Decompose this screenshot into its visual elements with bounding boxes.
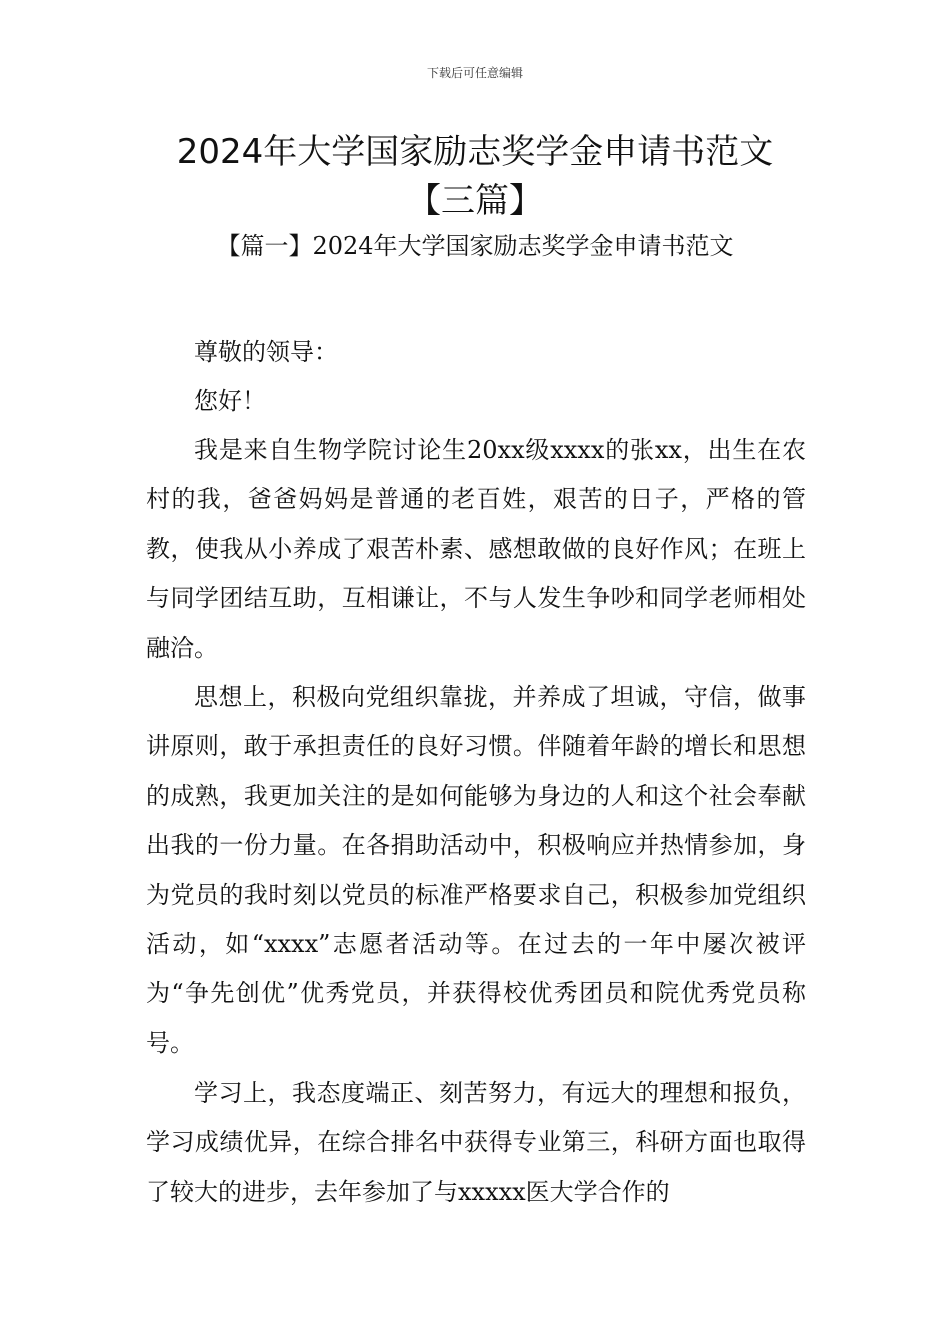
salutation: 尊敬的领导： [194,338,338,366]
paragraph-2: 思想上，积极向党组织靠拢，并养成了坦诚，守信，做事讲原则，敢于承担责任的良好习惯。伴随着年龄的增长和思想的成熟，我更加关注的是如何能够为身边的人和这个社会奉献出我的一份力量。在各捐助活动中，积极响应并热情参加，身为党员的我时刻以党员的标准严格要求自己，积极参加党组织活动，如“xxxx”志愿者活动等。在过去的一年中屡次被评为“争先创优”优秀党员，并获得校优秀团员和院优秀党员称号。 [146,683,806,1057]
greeting: 您好！ [194,387,266,415]
paragraph-3: 学习上，我态度端正、刻苦努力，有远大的理想和报负，学习成绩优异，在综合排名中获得专业第三，科研方面也取得了较大的进步，去年参加了与xxxxx医大学合作的 [146,1079,806,1206]
paragraph-1: 我是来自生物学院讨论生20xx级xxxx的张xx，出生在农村的我，爸爸妈妈是普通的老百姓，艰苦的日子，严格的管教，使我从小养成了艰苦朴素、感想敢做的良好作风；在班上与同学团结互助，互相谦让，不与人发生争吵和同学老师相处融洽。 [146,436,806,662]
section-subtitle: 【篇一】2024年大学国家励志奖学金申请书范文 [216,232,734,260]
document-title-line2: 【三篇】 [407,181,543,221]
document-title-line1: 2024年大学国家励志奖学金申请书范文 [176,132,774,172]
header-note: 下载后可任意编辑 [426,66,523,80]
